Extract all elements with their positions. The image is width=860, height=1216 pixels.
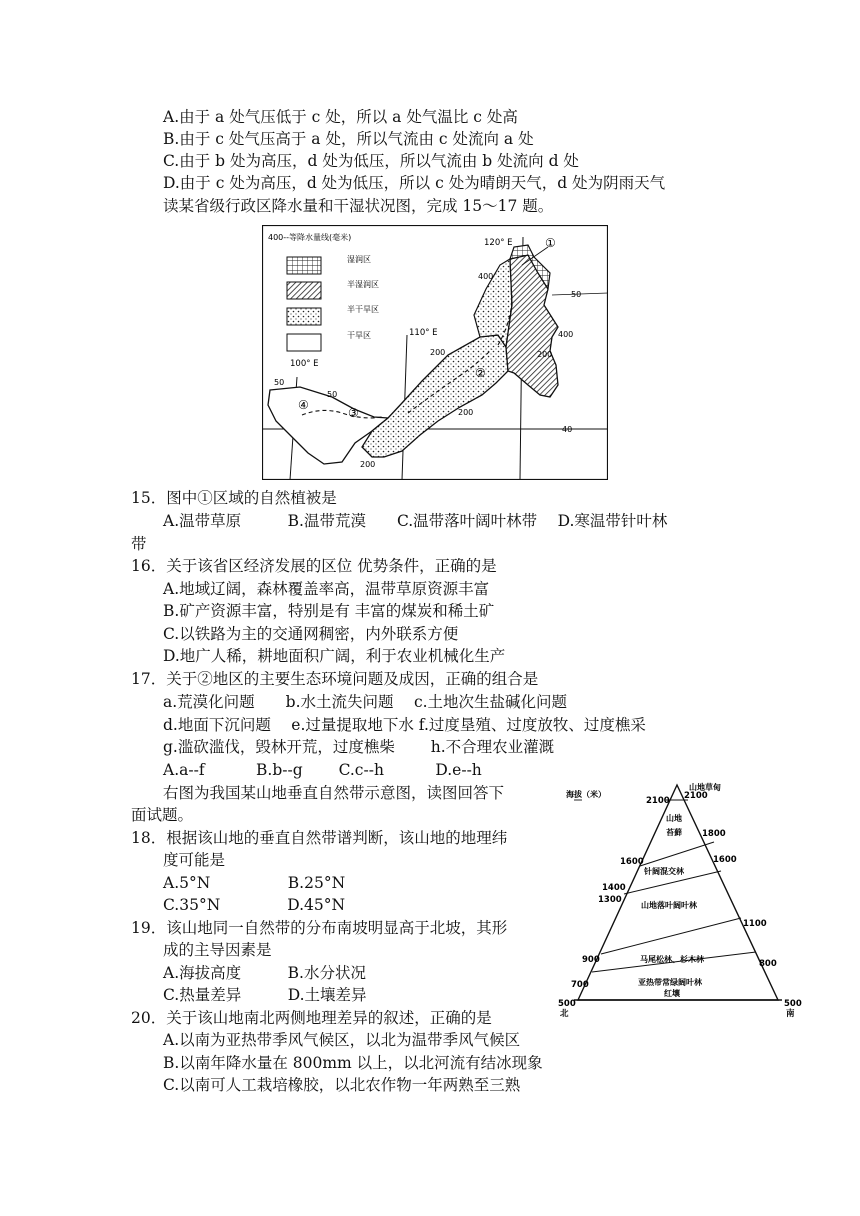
option-line: B.矿产资源丰富，特别是有 丰富的煤炭和稀土矿 bbox=[163, 602, 495, 620]
altitude-axis-label: 海拔（米） bbox=[566, 790, 606, 799]
zone-moss-2: 苔藓 bbox=[666, 828, 682, 837]
option-line: g.滥砍滥伐，毁林开荒，过度樵柴 h.不合理农业灌溉 bbox=[163, 738, 555, 756]
option-line: a.荒漠化问题 b.水土流失问题 c.土地次生盐碱化问题 bbox=[163, 693, 568, 711]
alt-left-1600: 1600 bbox=[620, 857, 644, 867]
isohyet-label: 400 bbox=[558, 330, 574, 339]
option-line: A.a--f B.b--g C.c--h D.e--h bbox=[163, 761, 482, 779]
zone-mixed: 针阔混交林 bbox=[644, 867, 684, 876]
lat-40-label: 40 bbox=[562, 425, 573, 434]
alt-right-2100: 2100 bbox=[684, 791, 708, 801]
isohyet-label: 200 bbox=[360, 460, 376, 469]
lat-50-label: 50 bbox=[571, 290, 582, 299]
alt-left-900: 900 bbox=[582, 955, 600, 965]
question-15: 15．图中①区域的自然植被是 bbox=[131, 489, 337, 507]
zone-evergreen: 亚热带常绿阔叶林 bbox=[638, 978, 702, 987]
legend-humid: 湿润区 bbox=[347, 255, 371, 264]
zone-pine: 马尾松林、杉木林 bbox=[640, 955, 704, 964]
option-line: C.热量差异 D.土壤差异 bbox=[163, 986, 367, 1004]
vertical-zone-diagram bbox=[556, 778, 810, 1020]
question-19-cont: 成的主导因素是 bbox=[163, 941, 272, 959]
legend-subhumid-swatch bbox=[287, 282, 321, 299]
question-19: 19．该山地同一自然带的分布南坡明显高于北坡，其形 bbox=[131, 919, 508, 937]
isohyet-label: 400 bbox=[478, 272, 494, 281]
alt-right-800: 800 bbox=[759, 959, 777, 969]
instruction-line: 读某省级行政区降水量和干湿状况图，完成 15～17 题。 bbox=[163, 197, 554, 215]
option-line: C.35°N D.45°N bbox=[163, 896, 346, 914]
option-line: C.由于 b 处为高压，d 处为低压，所以气流由 b 处流向 d 处 bbox=[163, 152, 579, 170]
legend-humid-swatch bbox=[287, 257, 321, 274]
isohyet-label: 200 bbox=[458, 408, 474, 417]
option-line: A.温带草原 B.温带荒漠 C.温带落叶阔叶林带 D.寒温带针叶林 bbox=[163, 512, 668, 530]
alt-left-500: 500 bbox=[558, 999, 576, 1009]
isohyet-label: 50 bbox=[274, 378, 285, 387]
option-line: D.由于 c 处为高压，d 处为低压，所以 c 处为晴朗天气，d 处为阴雨天气 bbox=[163, 174, 666, 192]
alt-right-1100: 1100 bbox=[743, 919, 767, 929]
marker-3: ③ bbox=[348, 406, 359, 420]
option-line: A.由于 a 处气压低于 c 处，所以 a 处气温比 c 处高 bbox=[163, 108, 518, 126]
alt-right-500: 500 bbox=[784, 999, 802, 1009]
instruction-line: 面试题。 bbox=[131, 806, 194, 824]
zone-deciduous: 山地落叶阔叶林 bbox=[641, 901, 697, 910]
option-line: B.由于 c 处气压高于 a 处，所以气流由 c 处流向 a 处 bbox=[163, 130, 534, 148]
zone-moss-1: 山地 bbox=[666, 814, 682, 823]
isohyet-label: 200 bbox=[430, 348, 446, 357]
marker-2: ② bbox=[475, 366, 486, 380]
alt-left-700: 700 bbox=[571, 980, 589, 990]
lon-100-label: 100° E bbox=[290, 359, 319, 369]
option-line: D.地广人稀，耕地面积广阔，利于农业机械化生产 bbox=[163, 647, 506, 665]
option-line: A.海拔高度 B.水分状况 bbox=[163, 964, 366, 982]
question-18: 18．根据该山地的垂直自然带谱判断，该山地的地理纬 bbox=[131, 829, 508, 847]
option-line: d.地面下沉问题 e.过量提取地下水 f.过度垦殖、过度放牧、过度樵采 bbox=[163, 716, 646, 734]
alt-left-1300: 1300 bbox=[598, 895, 622, 905]
lon-110-label: 110° E bbox=[409, 328, 438, 338]
legend-semiarid: 半干旱区 bbox=[347, 305, 379, 314]
option-line: C.以南可人工栽培橡胶，以北农作物一年两熟至三熟 bbox=[163, 1076, 521, 1094]
alt-left-2100: 2100 bbox=[646, 796, 670, 806]
lon-120-label: 120° E bbox=[484, 238, 513, 248]
option-line: A.以南为亚热带季风气候区，以北为温带季风气候区 bbox=[163, 1031, 521, 1049]
legend-arid: 干旱区 bbox=[347, 331, 371, 340]
question-18-cont: 度可能是 bbox=[163, 851, 226, 869]
zone-soil: 红壤 bbox=[664, 989, 680, 998]
option-line: A.地域辽阔，森林覆盖率高，温带草原资源丰富 bbox=[163, 580, 490, 598]
south-label: 南 bbox=[786, 1009, 795, 1019]
north-label: 北 bbox=[560, 1009, 569, 1019]
alt-right-1600: 1600 bbox=[713, 855, 737, 865]
zone-meadow: 山地草甸 bbox=[689, 783, 721, 792]
isohyet-label: 50 bbox=[327, 390, 338, 399]
marker-1: ① bbox=[545, 236, 556, 250]
legend-arid-swatch bbox=[287, 334, 321, 351]
option-line: 带 bbox=[131, 535, 147, 553]
question-16: 16．关于该省区经济发展的区位 优势条件，正确的是 bbox=[131, 557, 497, 575]
option-line: C.以铁路为主的交通网稠密，内外联系方便 bbox=[163, 625, 459, 643]
legend-semiarid-swatch bbox=[287, 308, 321, 325]
option-line: A.5°N B.25°N bbox=[163, 874, 346, 892]
instruction-line: 右图为我国某山地垂直自然带示意图，读图回答下 bbox=[163, 784, 505, 802]
alt-left-1400: 1400 bbox=[602, 883, 626, 893]
marker-4: ④ bbox=[298, 398, 309, 412]
question-17: 17．关于②地区的主要生态环境问题及成因，正确的组合是 bbox=[131, 670, 539, 688]
alt-right-1800: 1800 bbox=[702, 829, 726, 839]
isohyet-label: 200 bbox=[537, 350, 553, 359]
legend-title: 400--等降水量线(毫米) bbox=[268, 233, 352, 242]
legend-subhumid: 半湿润区 bbox=[347, 280, 379, 289]
precipitation-map bbox=[262, 225, 608, 480]
question-20: 20．关于该山地南北两侧地理差异的叙述，正确的是 bbox=[131, 1009, 492, 1027]
option-line: B.以南年降水量在 800mm 以上，以北河流有结冰现象 bbox=[163, 1054, 543, 1072]
